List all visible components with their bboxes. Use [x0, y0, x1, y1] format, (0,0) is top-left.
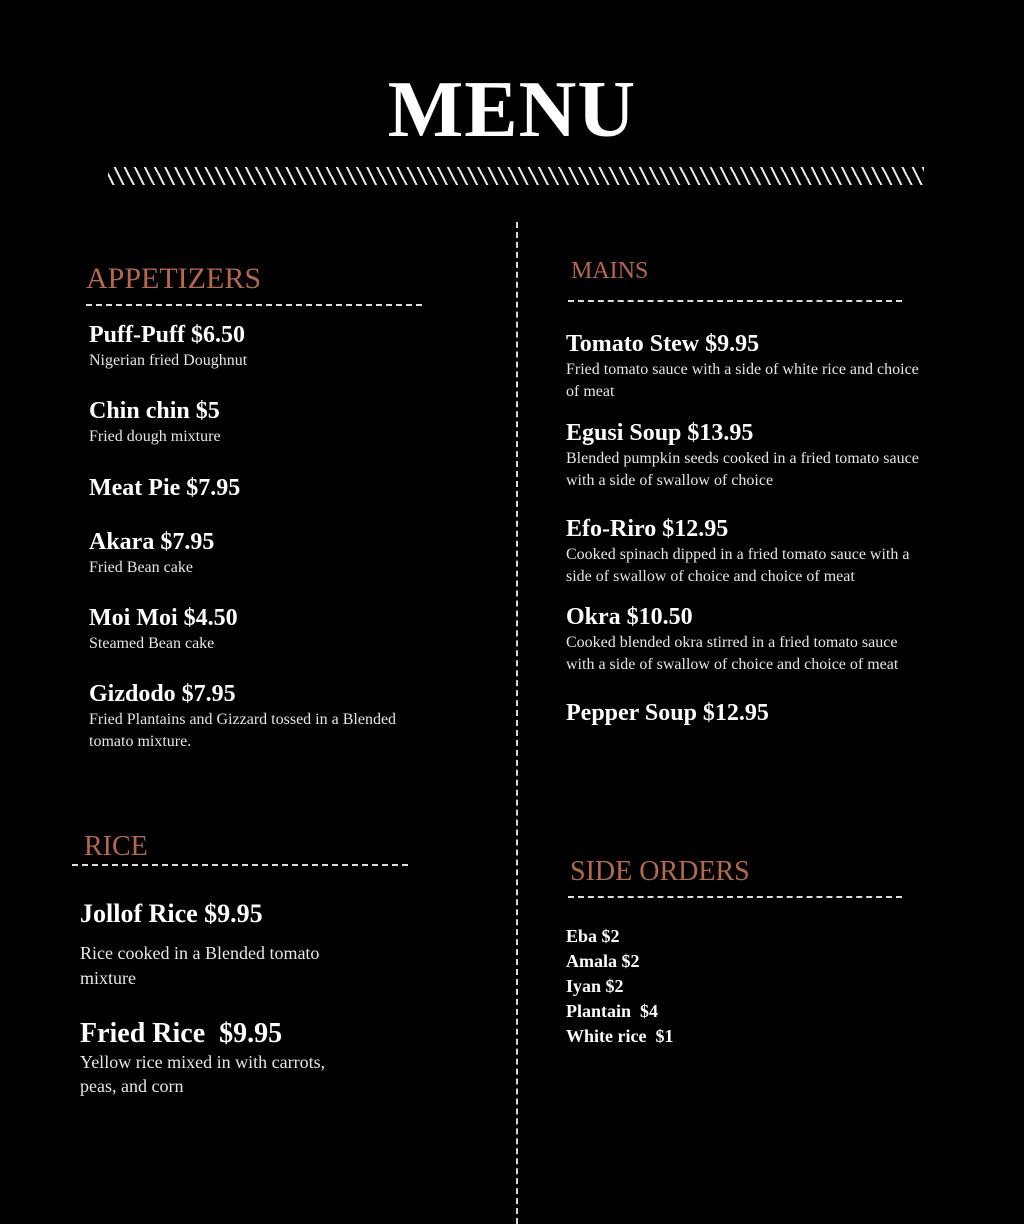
item-name: Tomato Stew $9.95	[566, 331, 760, 357]
item-name: Gizdodo $7.95	[89, 681, 236, 707]
menu-item	[566, 604, 921, 676]
menu-item	[89, 398, 419, 448]
item-description: Nigerian fried Doughnut	[89, 351, 248, 369]
item-description: Cooked spinach dipped in a fried tomato sauce with a side of swallow of choice and choice of meat	[566, 545, 910, 585]
rice-heading: RICE	[84, 831, 148, 862]
side-order-item: Iyan $2	[566, 976, 624, 996]
item-description: Cooked blended okra stirred in a fried tomato sauce with a side of swallow of choice and choice of meat	[566, 633, 899, 673]
appetizers-heading: APPETIZERS	[86, 262, 262, 295]
side-order-item: Eba $2	[566, 926, 620, 946]
side-orders-list	[566, 924, 673, 1049]
mains-heading: MAINS	[571, 258, 649, 284]
menu-item	[89, 322, 419, 372]
item-name: Okra $10.50	[566, 604, 693, 630]
side-orders-divider	[568, 896, 902, 898]
menu-item	[89, 605, 419, 655]
item-description: Yellow rice mixed in with carrots, peas, and corn	[80, 1052, 326, 1097]
item-description: Fried Plantains and Gizzard tossed in a Blended tomato mixture.	[89, 710, 397, 750]
decorative-hatch-divider	[108, 167, 924, 185]
menu-item	[566, 516, 921, 588]
item-name: Meat Pie $7.95	[89, 475, 241, 501]
item-description: Fried tomato sauce with a side of white rice and choice of meat	[566, 360, 919, 400]
item-description: Fried Bean cake	[89, 558, 193, 576]
menu-item	[80, 899, 340, 991]
menu-item	[566, 331, 921, 403]
menu-item	[566, 700, 921, 728]
item-description: Fried dough mixture	[89, 427, 221, 445]
item-name: Fried Rice $9.95	[80, 1018, 283, 1049]
column-divider	[516, 222, 518, 1224]
rice-divider	[72, 864, 408, 866]
menu-item	[566, 420, 921, 492]
menu-item	[89, 529, 419, 579]
item-description: Rice cooked in a Blended tomato mixture	[80, 942, 320, 988]
side-orders-heading: SIDE ORDERS	[570, 856, 750, 887]
item-name: Puff-Puff $6.50	[89, 322, 245, 348]
item-description: Blended pumpkin seeds cooked in a fried tomato sauce with a side of swallow of choice	[566, 449, 919, 489]
mains-divider	[568, 300, 902, 302]
menu-item	[89, 475, 419, 503]
item-name: Chin chin $5	[89, 398, 220, 424]
side-order-item: Plantain $4	[566, 1001, 659, 1021]
menu-item	[80, 1018, 340, 1098]
item-name: Akara $7.95	[89, 529, 215, 555]
menu-item	[89, 681, 419, 753]
side-order-item: Amala $2	[566, 951, 640, 971]
item-name: Efo-Riro $12.95	[566, 516, 729, 542]
item-name: Pepper Soup $12.95	[566, 700, 769, 726]
menu-title: MENU	[387, 66, 637, 154]
item-name: Egusi Soup $13.95	[566, 420, 754, 446]
item-description: Steamed Bean cake	[89, 634, 215, 652]
item-name: Jollof Rice $9.95	[80, 899, 263, 928]
item-name: Moi Moi $4.50	[89, 605, 238, 631]
side-order-item: White rice $1	[566, 1026, 674, 1046]
appetizers-divider	[86, 304, 422, 306]
